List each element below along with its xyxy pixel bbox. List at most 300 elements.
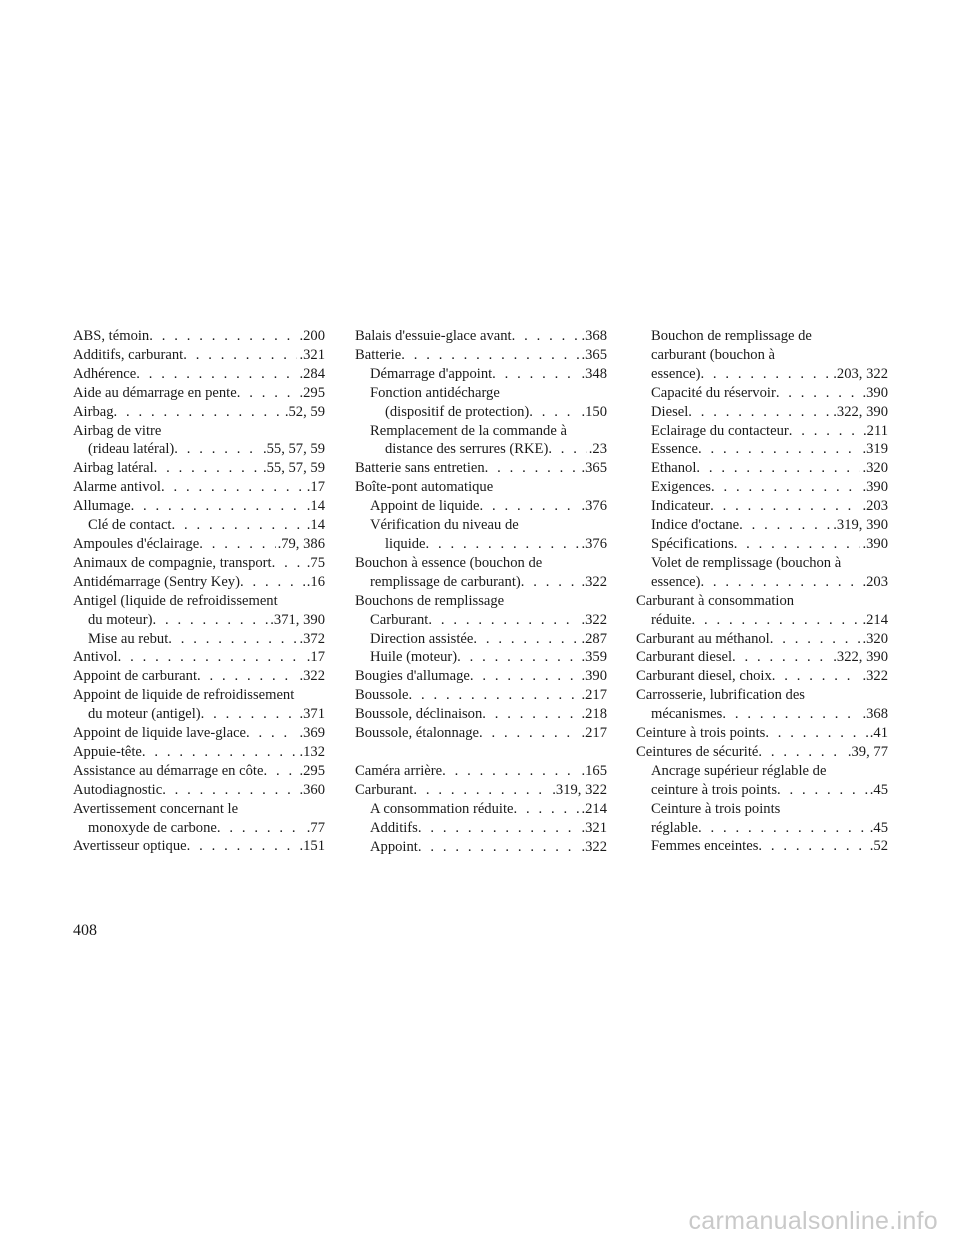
index-page-ref[interactable]: .39, 77: [847, 743, 888, 760]
index-entry[interactable]: [355, 781, 607, 800]
index-entry[interactable]: [636, 686, 888, 724]
dot-leader: [739, 516, 831, 535]
dot-leader: [492, 365, 579, 384]
index-entry-text: Carburant: [370, 611, 429, 628]
dot-leader: [161, 478, 305, 497]
index-entry-text: Indicateur: [651, 498, 711, 515]
index-entry[interactable]: [636, 724, 888, 743]
index-entry-text: mécanismes: [651, 706, 723, 723]
dot-leader: [688, 403, 831, 422]
index-entry-line: [651, 781, 888, 800]
index-subentry[interactable]: [636, 384, 888, 403]
index-entry-line: [355, 592, 607, 611]
index-page-ref[interactable]: .295: [299, 384, 325, 401]
index-subentry[interactable]: [636, 535, 888, 554]
index-page-ref[interactable]: .369: [299, 725, 325, 742]
dot-leader: [152, 611, 268, 630]
dot-leader: [183, 346, 297, 365]
index-subentry[interactable]: [355, 365, 607, 384]
index-entry-text: Boussole: [355, 687, 409, 704]
index-entry-heading: Carburant à consommation: [636, 592, 795, 609]
dot-leader: [700, 573, 860, 592]
dot-leader: [401, 346, 579, 365]
index-entry-text: Aide au démarrage en pente: [73, 384, 237, 401]
index-entry-text: Appoint: [370, 838, 418, 855]
index-subentry[interactable]: [636, 459, 888, 478]
dot-leader: [770, 630, 861, 649]
index-page-ref[interactable]: .321: [299, 346, 325, 363]
index-page-ref[interactable]: .151: [299, 838, 325, 855]
index-entry-text: Diesel: [651, 403, 689, 420]
index-entry[interactable]: [355, 592, 607, 611]
index-page-ref[interactable]: .322, 390: [833, 403, 888, 420]
dot-leader: [418, 838, 580, 857]
index-page-ref[interactable]: .55, 57, 59: [262, 441, 325, 458]
index-page-ref[interactable]: .319, 390: [833, 517, 888, 534]
index-entry-text: Airbag: [73, 403, 114, 420]
index-page-ref[interactable]: .368: [581, 328, 607, 344]
index-entry[interactable]: [636, 667, 888, 686]
index-entry[interactable]: [73, 497, 325, 516]
index-page-ref[interactable]: .211: [863, 422, 888, 439]
index-entry-line: [355, 781, 607, 800]
index-subentry[interactable]: [636, 497, 888, 516]
index-page-ref[interactable]: .14: [306, 498, 325, 515]
index-entry-line: [651, 497, 888, 516]
dot-leader: [442, 762, 579, 781]
index-page-ref[interactable]: .371: [299, 706, 325, 723]
index-page-ref[interactable]: .287: [581, 630, 607, 647]
index-subentry[interactable]: [355, 838, 607, 857]
index-page-ref[interactable]: .295: [299, 762, 325, 779]
index-entry-line: [73, 459, 325, 478]
index-entry-text: Indice d'octane: [651, 517, 740, 534]
index-entry-line: [370, 403, 607, 422]
index-page-ref[interactable]: .348: [581, 365, 607, 382]
dot-leader: [162, 781, 297, 800]
index-entry-text: Animaux de compagnie, transport: [73, 554, 272, 571]
index-entry-text: Balais d'essuie-glace avant: [355, 328, 512, 344]
index-entry-line: [73, 403, 325, 422]
dot-leader: [418, 819, 580, 838]
dot-leader: [548, 440, 586, 459]
index-entry-heading: Ancrage supérieur réglable de: [651, 762, 827, 779]
index-entry-line: [636, 705, 888, 724]
dot-leader: [131, 497, 305, 516]
index-page-ref[interactable]: .390: [862, 535, 888, 552]
index-page-ref[interactable]: .41: [869, 725, 888, 742]
index-entry[interactable]: [73, 403, 325, 422]
dot-leader: [217, 819, 305, 838]
index-entry[interactable]: [636, 648, 888, 667]
index-entry-line: [73, 440, 325, 459]
index-page-ref[interactable]: .17: [306, 479, 325, 496]
dot-leader: [711, 478, 860, 497]
index-entry-line: [355, 478, 607, 497]
index-page-ref[interactable]: .284: [299, 365, 325, 382]
index-page-ref[interactable]: .360: [299, 781, 325, 798]
index-subentry[interactable]: [636, 762, 888, 800]
index-entry-line: [88, 630, 325, 649]
index-entry-text: Batterie: [355, 346, 402, 363]
dot-leader: [136, 365, 297, 384]
index-entry-line: [651, 403, 888, 422]
index-entry-text: Boussole, étalonnage: [355, 725, 480, 742]
index-page-ref[interactable]: .322: [299, 668, 325, 685]
dot-leader: [246, 724, 297, 743]
index-subentry[interactable]: [636, 516, 888, 535]
index-page-ref[interactable]: .45: [869, 819, 888, 836]
index-entry-line: [370, 497, 607, 516]
index-entry-text: Appoint de carburant: [73, 668, 198, 685]
dot-leader: [470, 667, 580, 686]
index-entry-text: Ceinture à trois points: [636, 725, 766, 742]
dot-leader: [772, 667, 861, 686]
index-entry[interactable]: [73, 762, 325, 781]
index-entry-line: [355, 573, 607, 592]
index-page-ref[interactable]: .23: [588, 441, 607, 458]
dot-leader: [479, 497, 579, 516]
index-entry[interactable]: [355, 686, 607, 705]
index-subentry[interactable]: [355, 800, 607, 819]
index-entry-text: Appoint de liquide lave-glace: [73, 725, 247, 742]
index-entry-text: Spécifications: [651, 535, 734, 552]
index-page-ref[interactable]: .365: [581, 460, 607, 477]
dot-leader: [199, 535, 275, 554]
index-entry[interactable]: [73, 724, 325, 743]
index-page-ref[interactable]: .390: [862, 479, 888, 496]
index-entry[interactable]: [73, 573, 325, 592]
dot-leader: [692, 611, 861, 630]
index-page-ref[interactable]: .390: [862, 384, 888, 401]
index-page-ref[interactable]: .319, 322: [552, 781, 607, 798]
index-entry[interactable]: [73, 800, 325, 838]
index-entry[interactable]: [73, 648, 325, 667]
dot-leader: [777, 781, 868, 800]
index-entry[interactable]: [73, 686, 325, 724]
index-page-ref[interactable]: .75: [306, 554, 325, 571]
index-entry[interactable]: [73, 837, 325, 856]
index-page-ref[interactable]: .365: [581, 346, 607, 363]
index-page-ref[interactable]: .14: [306, 517, 325, 534]
index-entry-line: [651, 837, 888, 856]
index-page-ref[interactable]: .368: [862, 706, 888, 723]
index-entry-line: [651, 365, 888, 384]
dot-leader: [529, 403, 579, 422]
index-entry[interactable]: [73, 478, 325, 497]
index-subentry[interactable]: [636, 554, 888, 592]
index-entry[interactable]: [636, 743, 888, 762]
index-page-ref[interactable]: .376: [581, 498, 607, 515]
index-entry-line: [355, 686, 607, 705]
index-column-2: [355, 327, 607, 856]
index-page-ref[interactable]: .372: [299, 630, 325, 647]
index-entry-text: Démarrage d'appoint: [370, 365, 493, 382]
index-entry-line: [73, 497, 325, 516]
index-entry-text: Huile (moteur): [370, 649, 458, 666]
index-entry-text: Clé de contact: [88, 517, 172, 534]
index-entry-line: [370, 365, 607, 384]
index-entry-text: (rideau latéral): [88, 441, 175, 458]
index-subentry[interactable]: [73, 516, 325, 535]
dot-leader: [240, 573, 305, 592]
index-entry-line: [73, 837, 325, 856]
index-entry-line: [73, 724, 325, 743]
index-page-ref[interactable]: .214: [862, 611, 888, 628]
index-entry-text: Appoint de liquide: [370, 498, 480, 515]
index-entry-text: Additifs, carburant: [73, 346, 184, 363]
index-page-ref[interactable]: .52, 59: [284, 403, 325, 420]
dot-leader: [521, 573, 580, 592]
index-page-ref[interactable]: .321: [581, 819, 607, 836]
index-entry[interactable]: [355, 762, 607, 781]
index-page-ref[interactable]: .79, 386: [277, 535, 325, 552]
index-entry-heading: Antigel (liquide de refroidissement: [73, 592, 278, 609]
index-entry-heading: Ceinture à trois points: [651, 800, 781, 817]
index-entry-line: [355, 667, 607, 686]
index-entry-line: [636, 611, 888, 630]
dot-leader: [149, 327, 297, 346]
index-entry[interactable]: [73, 667, 325, 686]
index-entry-line: [73, 573, 325, 592]
index-page-ref[interactable]: .214: [581, 800, 607, 817]
index-entry-text: Bouchons de remplissage: [355, 592, 505, 609]
index-page-ref[interactable]: .165: [581, 762, 607, 779]
index-subentry[interactable]: [355, 422, 607, 460]
index-subentry[interactable]: [636, 327, 888, 384]
index-entry-text: Bougies d'allumage: [355, 668, 470, 685]
index-page-ref[interactable]: .16: [306, 573, 325, 590]
index-entry-text: essence): [651, 365, 701, 382]
index-page-ref[interactable]: .150: [581, 403, 607, 420]
index-column-1: [73, 327, 325, 856]
index-entry-line: [651, 422, 888, 441]
index-entry[interactable]: [355, 667, 607, 686]
index-entry[interactable]: [355, 327, 607, 346]
index-entry-line: [370, 535, 607, 554]
index-entry-text: Direction assistée: [370, 630, 474, 647]
index-entry-line: [651, 384, 888, 403]
index-page-ref[interactable]: .17: [306, 649, 325, 666]
index-entry-line: [370, 819, 607, 838]
watermark-text: carmanualsonline.info: [688, 1207, 938, 1235]
index-entry-line: [73, 705, 325, 724]
index-page-ref[interactable]: .359: [581, 649, 607, 666]
index-entry[interactable]: [636, 592, 888, 630]
index-subentry[interactable]: [636, 403, 888, 422]
index-entry-line: [73, 611, 325, 630]
index-page-ref[interactable]: .320: [862, 460, 888, 477]
index-entry-text: distance des serrures (RKE): [385, 441, 549, 458]
index-entry-line: [73, 384, 325, 403]
index-entry-line: [73, 762, 325, 781]
index-entry-line: [636, 648, 888, 667]
index-page-ref[interactable]: .218: [581, 706, 607, 723]
dot-leader: [485, 459, 580, 478]
index-page-ref[interactable]: .132: [299, 743, 325, 760]
index-entry[interactable]: [73, 535, 325, 554]
index-page-ref[interactable]: .376: [581, 535, 607, 552]
index-page-ref[interactable]: .322: [581, 611, 607, 628]
index-entry-line: [636, 724, 888, 743]
index-entry-line: [73, 478, 325, 497]
index-entry[interactable]: [73, 327, 325, 346]
index-page-ref[interactable]: .322: [862, 668, 888, 685]
dot-leader: [698, 440, 860, 459]
index-entry-heading: Airbag de vitre: [73, 422, 162, 439]
dot-leader: [174, 440, 261, 459]
index-page-ref[interactable]: .322: [581, 838, 607, 855]
dot-leader: [114, 403, 283, 422]
index-entry-text: Caméra arrière: [355, 762, 443, 779]
index-page-ref[interactable]: .77: [306, 819, 325, 836]
index-entry-line: [73, 327, 325, 346]
index-subentry[interactable]: [73, 630, 325, 649]
index-entry-heading: carburant (bouchon à: [651, 346, 775, 363]
index-entry-line: [355, 327, 607, 346]
index-entry-line: [651, 459, 888, 478]
index-subentry[interactable]: [355, 516, 607, 554]
dot-leader: [789, 422, 861, 441]
index-page-ref[interactable]: .203: [862, 573, 888, 590]
index-entry-heading: Bouchon à essence (bouchon de: [355, 554, 543, 571]
index-column-3: [636, 327, 888, 856]
index-entry[interactable]: [636, 630, 888, 649]
index-entry-text: Batterie sans entretien: [355, 460, 485, 477]
index-page-ref[interactable]: .371, 390: [270, 611, 325, 628]
index-entry[interactable]: [73, 459, 325, 478]
index-subentry[interactable]: [636, 837, 888, 856]
index-page-ref[interactable]: .319: [862, 441, 888, 458]
index-subentry[interactable]: [355, 611, 607, 630]
index-entry-text: Airbag latéral: [73, 460, 154, 477]
index-page-ref[interactable]: .217: [581, 687, 607, 704]
index-subentry[interactable]: [636, 440, 888, 459]
dot-leader: [776, 384, 861, 403]
index-entry-line: [651, 516, 888, 535]
dot-leader: [263, 762, 297, 781]
index-entry-line: [73, 781, 325, 800]
index-entry-text: Ceintures de sécurité: [636, 743, 759, 760]
index-entry-line: [636, 743, 888, 762]
index-entry[interactable]: [355, 705, 607, 724]
index-page-ref[interactable]: .203, 322: [833, 365, 888, 382]
index-entry[interactable]: [73, 592, 325, 630]
dot-leader: [171, 516, 304, 535]
index-page-ref[interactable]: .390: [581, 668, 607, 685]
index-entry-text: Adhérence: [73, 365, 137, 382]
dot-leader: [409, 686, 580, 705]
index-entry[interactable]: [73, 422, 325, 460]
index-page-ref[interactable]: .322: [581, 573, 607, 590]
index-entry-line: [636, 630, 888, 649]
index-entry-text: monoxyde de carbone: [88, 819, 217, 836]
index-subentry[interactable]: [355, 819, 607, 838]
index-entry-line: [73, 819, 325, 838]
index-entry-text: remplissage de carburant): [370, 573, 521, 590]
index-entry-text: Boîte-pont automatique: [355, 479, 494, 496]
index-entry-line: [651, 440, 888, 459]
index-subentry[interactable]: [636, 800, 888, 838]
index-entry-text: du moteur): [88, 611, 153, 628]
index-entry-line: [355, 705, 607, 724]
index-entry-line: [651, 535, 888, 554]
index-entry-line: [651, 573, 888, 592]
index-entry[interactable]: [355, 478, 607, 497]
index-subentry[interactable]: [636, 422, 888, 441]
dot-leader: [473, 630, 579, 649]
dot-leader: [142, 743, 298, 762]
index-page-ref[interactable]: .322, 390: [833, 649, 888, 666]
index-entry[interactable]: [355, 724, 607, 743]
index-entry[interactable]: [355, 346, 607, 365]
index-subentry[interactable]: [355, 384, 607, 422]
index-page-ref[interactable]: .203: [862, 498, 888, 515]
index-entry-heading: Avertissement concernant le: [73, 800, 239, 817]
page-number: 408: [73, 922, 97, 939]
dot-leader: [732, 648, 831, 667]
index-entry-text: Alarme antivol: [73, 479, 161, 496]
index-entry-text: Mise au rebut: [88, 630, 169, 647]
dot-leader: [700, 365, 831, 384]
index-page-ref[interactable]: .45: [869, 781, 888, 798]
index-entry[interactable]: [73, 781, 325, 800]
index-entry[interactable]: [73, 365, 325, 384]
index-entry-text: Boussole, déclinaison: [355, 706, 483, 723]
index-entry-heading: Remplacement de la commande à: [370, 422, 567, 439]
dot-leader: [722, 705, 860, 724]
index-entry-line: [370, 440, 607, 459]
index-entry-line: [355, 346, 607, 365]
index-entry-line: [370, 611, 607, 630]
index-entry-line: [370, 648, 607, 667]
index-entry[interactable]: [355, 459, 607, 478]
index-entry-text: Exigences: [651, 479, 711, 496]
index-entry[interactable]: [73, 384, 325, 403]
dot-leader: [187, 837, 298, 856]
dot-leader: [479, 724, 579, 743]
dot-leader: [758, 837, 867, 856]
index-entry[interactable]: [73, 554, 325, 573]
index-entry-heading: Vérification du niveau de: [370, 517, 519, 534]
dot-leader: [154, 459, 261, 478]
index-page-ref[interactable]: .320: [862, 630, 888, 647]
dot-leader: [696, 459, 860, 478]
index-entry[interactable]: [73, 346, 325, 365]
index-entry-text: ABS, témoin: [73, 328, 150, 344]
index-entry-text: Avertisseur optique: [73, 838, 187, 855]
index-subentry[interactable]: [355, 648, 607, 667]
index-page-ref[interactable]: .200: [299, 328, 325, 344]
index-entry[interactable]: [73, 743, 325, 762]
index-entry-line: [73, 554, 325, 573]
index-entry-text: Capacité du réservoir: [651, 384, 776, 401]
dot-leader: [513, 800, 579, 819]
index-entry-text: réduite: [651, 611, 692, 628]
index-entry-line: [73, 743, 325, 762]
index-subentry[interactable]: [355, 630, 607, 649]
index-page-ref[interactable]: .55, 57, 59: [262, 460, 325, 477]
index-subentry[interactable]: [636, 478, 888, 497]
index-entry-text: essence): [651, 573, 701, 590]
index-subentry[interactable]: [355, 497, 607, 516]
index-entry-heading: Volet de remplissage (bouchon à: [651, 554, 842, 571]
index-entry-text: Allumage: [73, 498, 131, 515]
index-page-ref[interactable]: .217: [581, 725, 607, 742]
index-entry[interactable]: [355, 554, 607, 592]
dot-leader: [457, 648, 579, 667]
index-page-ref[interactable]: .52: [869, 838, 888, 855]
